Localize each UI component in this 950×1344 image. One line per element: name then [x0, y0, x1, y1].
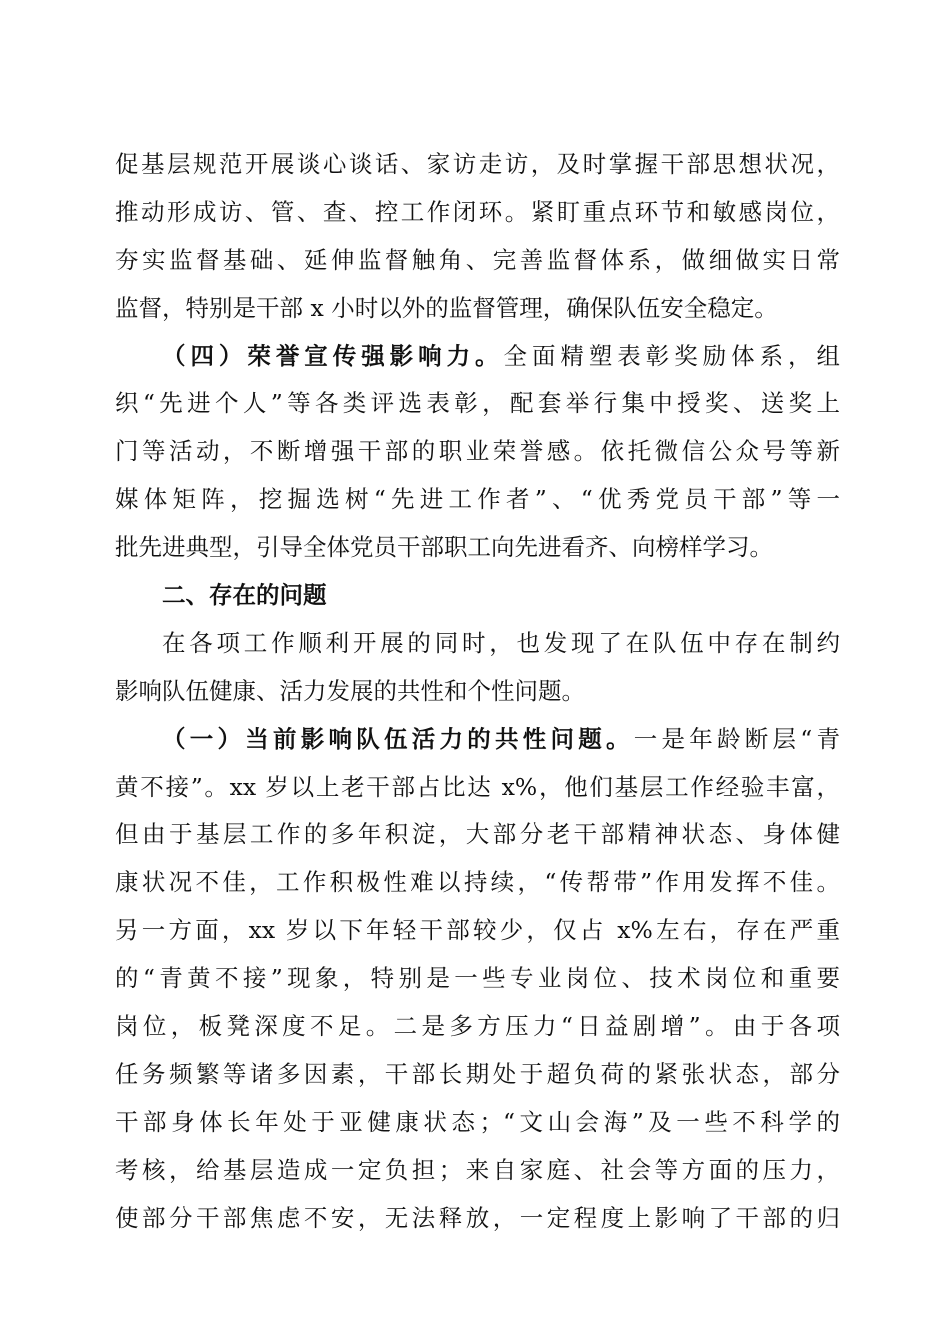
section-subheading: （四）荣誉宣传强影响力。: [162, 341, 504, 370]
paragraph-line: 媒体矩阵，挖掘选树“先进工作者”、“优秀党员干部”等一: [115, 485, 840, 514]
section-heading: 二、存在的问题: [162, 581, 327, 610]
paragraph-line: 任务频繁等诸多因素，干部长期处于超负荷的紧张状态，部分: [115, 1059, 840, 1088]
document-body: [115, 141, 840, 1242]
paragraph-line: 岗位，板凳深度不足。二是多方压力“日益剧增”。由于各项: [115, 1012, 840, 1041]
paragraph-line: [115, 716, 840, 764]
paragraph-line: 康状况不佳，工作积极性难以持续，“传帮带”作用发挥不佳。: [115, 868, 840, 897]
paragraph-line: 但由于基层工作的多年积淀，大部分老干部精神状态、身体健: [115, 820, 840, 849]
paragraph-line: 使部分干部焦虑不安，无法释放，一定程度上影响了干部的归: [115, 1203, 840, 1232]
paragraph-line: 促基层规范开展谈心谈话、家访走访，及时掌握干部思想状况，: [115, 150, 840, 178]
paragraph-line: 影响队伍健康、活力发展的共性和个性问题。: [115, 676, 585, 705]
paragraph-text: 一是年龄断层“青: [633, 724, 841, 753]
paragraph-line: [115, 333, 840, 381]
paragraph-line: 的“青黄不接”现象，特别是一些专业岗位、技术岗位和重要: [115, 964, 840, 993]
paragraph-line: 夯实监督基础、延伸监督触角、完善监督体系，做细做实日常: [115, 245, 840, 274]
paragraph-line: 在各项工作顺利开展的同时，也发现了在队伍中存在制约: [162, 628, 840, 657]
paragraph-line: 推动形成访、管、查、控工作闭环。紧盯重点环节和敏感岗位，: [115, 197, 840, 226]
paragraph-text: 全面精塑表彰奖励体系，组: [503, 341, 841, 370]
paragraph-line: 另一方面，xx 岁以下年轻干部较少，仅占 x%左右，存在严重: [115, 916, 840, 945]
paragraph-line: 织“先进个人”等各类评选表彰，配套举行集中授奖、送奖上: [115, 389, 840, 418]
paragraph-line: 门等活动，不断增强干部的职业荣誉感。依托微信公众号等新: [115, 437, 840, 466]
paragraph-line: 批先进典型，引导全体党员干部职工向先进看齐、向榜样学习。: [115, 533, 773, 562]
paragraph-line: 考核，给基层造成一定负担；来自家庭、社会等方面的压力，: [115, 1155, 840, 1184]
section-subheading: （一）当前影响队伍活力的共性问题。: [162, 724, 634, 753]
paragraph-line: 监督，特别是干部 x 小时以外的监督管理，确保队伍安全稳定。: [115, 293, 778, 322]
paragraph-line: 黄不接”。xx 岁以上老干部占比达 x%，他们基层工作经验丰富，: [115, 772, 840, 801]
paragraph-line: 干部身体长年处于亚健康状态；“文山会海”及一些不科学的: [115, 1107, 840, 1136]
